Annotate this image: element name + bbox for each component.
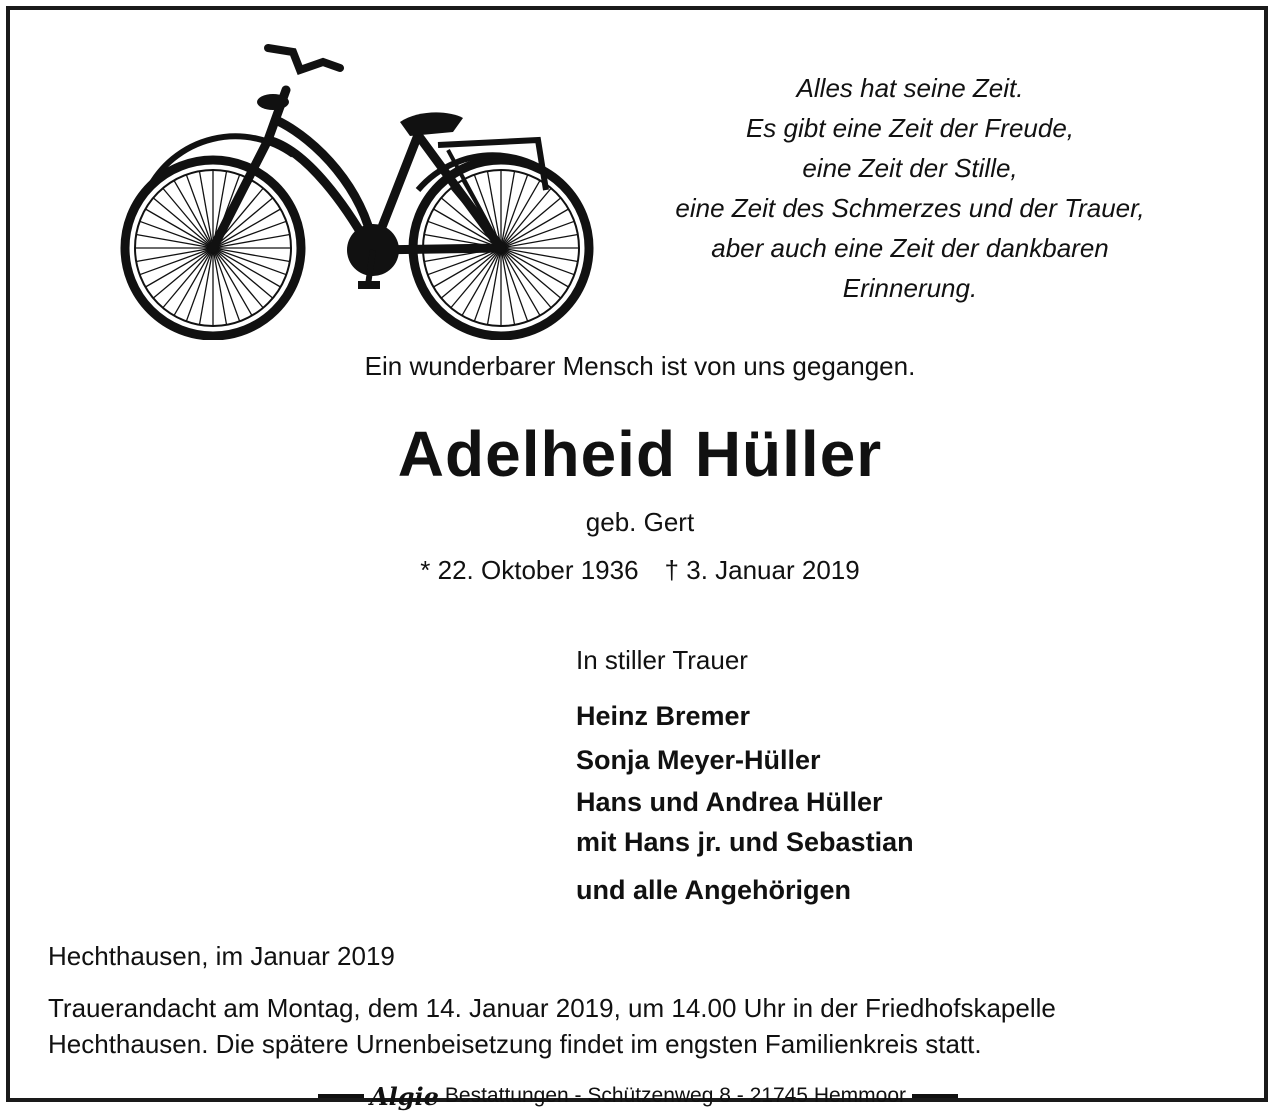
deceased-name: Adelheid Hüller — [397, 418, 883, 490]
service-info — [48, 990, 1248, 1062]
funeral-home-footer — [318, 1081, 958, 1111]
poem-line: Es gibt eine Zeit der Freude, — [745, 113, 1075, 143]
poem-line: Alles hat seine Zeit. — [796, 73, 1024, 103]
funeral-home-address: Bestattungen - Schützenweg 8 - 21745 Hemmoor — [444, 1084, 907, 1107]
poem-line: aber auch eine Zeit der dankbaren — [711, 233, 1109, 263]
poem-line: eine Zeit des Schmerzes und der Trauer, — [675, 193, 1145, 223]
mourner-list — [576, 694, 914, 912]
mourner-name: mit Hans jr. und Sebastian — [576, 827, 914, 857]
life-dates — [0, 552, 1280, 588]
death-date: † 3. Januar 2019 — [664, 555, 860, 585]
place-date: Hechthausen, im Januar 2019 — [48, 941, 395, 971]
bicycle-icon — [118, 40, 598, 340]
mourner-name: Hans und Andrea Hüller — [576, 787, 883, 817]
service-line: Trauerandacht am Montag, dem 14. Januar 2019, um 14.00 Uhr in der Friedhofskapelle — [48, 993, 1056, 1023]
service-line: Hechthausen. Die spätere Urnenbeisetzung findet im engsten Familienkreis statt. — [48, 1029, 982, 1059]
mourner-name: und alle Angehörigen — [576, 875, 852, 905]
footer-rule-left — [318, 1094, 364, 1098]
mourner-name: Sonja Meyer-Hüller — [576, 745, 821, 775]
footer-rule-right — [912, 1094, 958, 1098]
mourning-heading: In stiller Trauer — [576, 645, 748, 675]
intro-text: Ein wunderbarer Mensch ist von uns gegangen. — [364, 351, 916, 381]
funeral-home-logo: Algie — [370, 1081, 439, 1111]
mourner-name: Heinz Bremer — [576, 701, 751, 731]
poem — [620, 68, 1200, 308]
poem-line: eine Zeit der Stille, — [802, 153, 1018, 183]
maiden-name: geb. Gert — [585, 507, 695, 537]
poem-line: Erinnerung. — [842, 273, 978, 303]
birth-date: * 22. Oktober 1936 — [420, 555, 639, 585]
